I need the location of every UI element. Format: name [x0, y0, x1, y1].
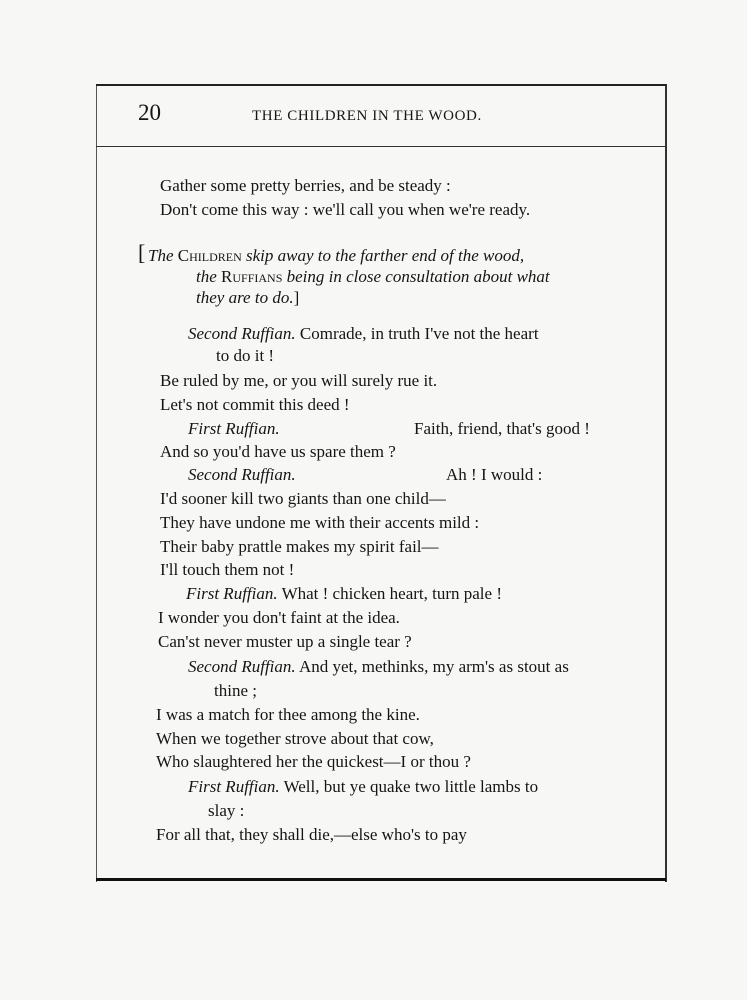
verse-line: Don't come this way : we'll call you when we're ready. — [160, 200, 531, 219]
stage-text: the — [196, 267, 222, 286]
verse-line: And so you'd have us spare them ? — [160, 442, 396, 461]
dialogue-text: Comrade, in truth I've not the heart — [295, 324, 539, 343]
stage-line-1 — [148, 245, 524, 267]
verse-line: When we together strove about that cow, — [156, 729, 434, 748]
verse-line: Who slaughtered her the quickest—I or thou ? — [156, 752, 471, 771]
verse-line: Their baby prattle makes my spirit fail— — [160, 537, 439, 556]
verse-line: I wonder you don't faint at the idea. — [158, 608, 400, 627]
stage-text: The — [148, 246, 178, 265]
speaker-name: Second Ruffian. — [188, 465, 296, 484]
running-title: THE CHILDREN IN THE WOOD. — [252, 108, 482, 124]
verse-line: Gather some pretty berries, and be steady : — [160, 176, 451, 195]
stage-close-bracket: ] — [293, 288, 300, 307]
dialogue-text: And yet, methinks, my arm's as stout as — [295, 657, 569, 676]
verse-line: For all that, they shall die,—else who's to pay — [156, 825, 467, 844]
dialogue-text: What ! chicken heart, turn pale ! — [277, 584, 502, 603]
verse-line: thine ; — [214, 681, 257, 700]
speaker-name: First Ruffian. — [188, 419, 280, 438]
stage-text: they are to do. — [196, 288, 294, 307]
stage-line-3 — [196, 287, 299, 309]
top-rule — [96, 84, 666, 86]
dialogue-text: Faith, friend, that's good ! — [414, 419, 590, 438]
stage-open-bracket: [ — [138, 240, 146, 265]
dialogue-line — [188, 776, 538, 798]
verse-line: slay : — [208, 801, 245, 820]
page-number: 20 — [138, 100, 161, 125]
dialogue-line — [188, 323, 539, 345]
verse-line: They have undone me with their accents mild : — [160, 513, 480, 532]
dialogue-text: Ah ! I would : — [446, 465, 543, 484]
dialogue-line — [188, 656, 569, 678]
stage-character-name: Ruffians — [221, 267, 283, 286]
bottom-rule — [96, 878, 666, 881]
verse-line: Let's not commit this deed ! — [160, 395, 350, 414]
verse-line: Can'st never muster up a single tear ? — [158, 632, 412, 651]
stage-line-2 — [196, 266, 550, 288]
verse-line: I'd sooner kill two giants than one child— — [160, 489, 446, 508]
stage-text: skip away to the farther end of the wood, — [241, 246, 525, 265]
speaker-name: First Ruffian. — [186, 584, 278, 603]
speaker-name: Second Ruffian. — [188, 657, 296, 676]
verse-line: I'll touch them not ! — [160, 560, 295, 579]
verse-line: Be ruled by me, or you will surely rue it. — [160, 371, 438, 390]
stage-text: being in close consultation about what — [282, 267, 550, 286]
speaker-name: First Ruffian. — [188, 777, 280, 796]
header-rule — [96, 146, 666, 147]
verse-line: I was a match for thee among the kine. — [156, 705, 420, 724]
dialogue-text: Well, but ye quake two little lambs to — [279, 777, 539, 796]
verse-line: to do it ! — [216, 346, 275, 365]
dialogue-line — [186, 583, 502, 605]
speaker-name: Second Ruffian. — [188, 324, 296, 343]
stage-character-name: Children — [177, 246, 242, 265]
